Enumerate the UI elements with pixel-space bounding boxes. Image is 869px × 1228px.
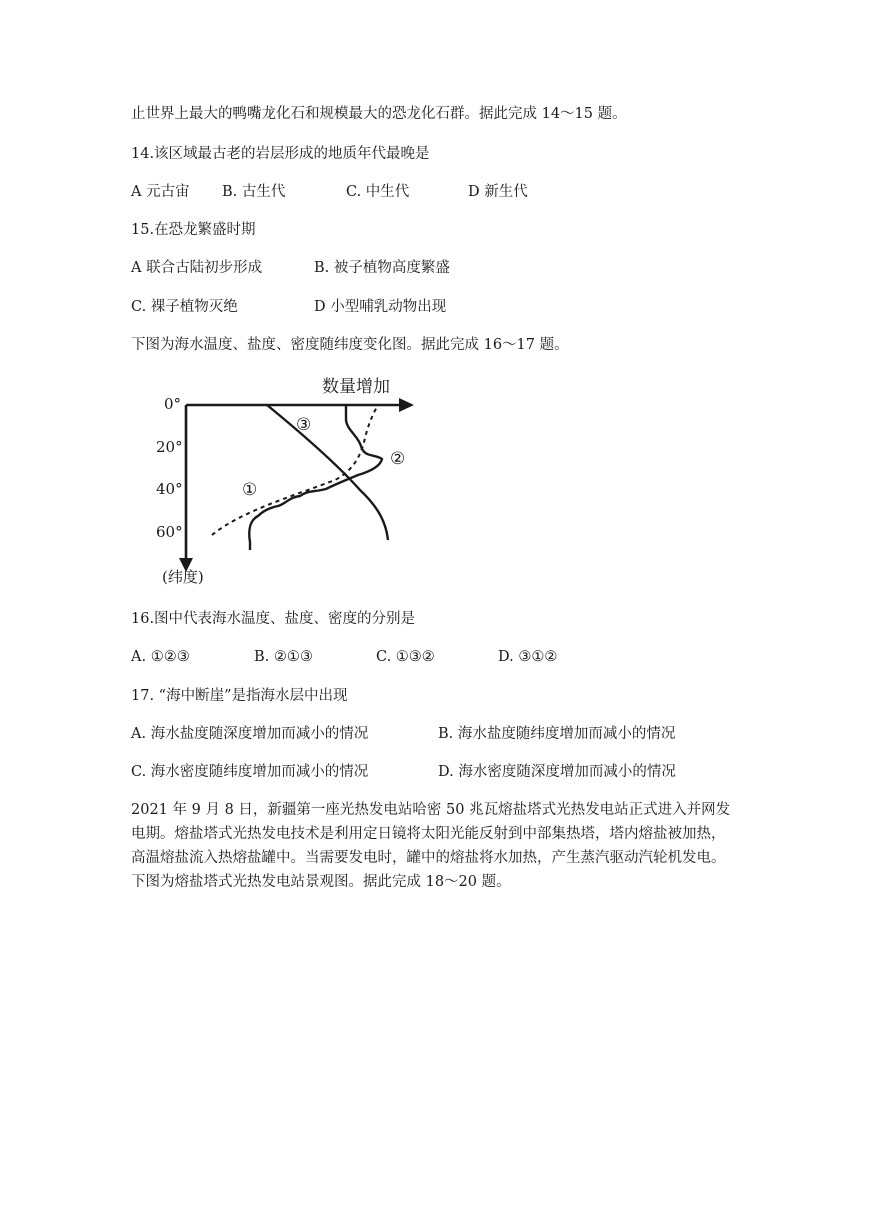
passage-line-3: 高温熔盐流入热熔盐罐中。当需要发电时，罐中的熔盐将水加热，产生蒸汽驱动汽轮机发电。	[131, 850, 726, 866]
q17-option-b: B. 海水盐度随纬度增加而减小的情况	[438, 726, 676, 742]
question-14-stem: 14.该区域最古老的岩层形成的地质年代最晚是	[131, 146, 430, 162]
q15-option-a: A 联合古陆初步形成	[131, 260, 263, 276]
y-tick-0: 0°	[164, 395, 182, 413]
intro-text: 止世界上最大的鸭嘴龙化石和规模最大的恐龙化石群。据此完成 14～15 题。	[131, 106, 627, 122]
q17-option-a: A. 海水盐度随深度增加而减小的情况	[131, 726, 369, 742]
curve-2	[249, 405, 382, 550]
q16-option-c: C. ①③②	[376, 649, 435, 665]
curve-label-1: ①	[242, 480, 258, 500]
q14-option-b: B. 古生代	[222, 184, 286, 200]
q14-option-a: A 元古宙	[131, 184, 190, 200]
q16-option-b: B. ②①③	[254, 649, 313, 665]
question-17-stem: 17. “海中断崖”是指海水层中出现	[131, 688, 348, 704]
q14-option-c: C. 中生代	[346, 184, 410, 200]
y-tick-40: 40°	[156, 480, 183, 498]
passage-line-1: 2021 年 9 月 8 日，新疆第一座光热发电站哈密 50 兆瓦熔盐塔式光热发电站正式进入并网发	[131, 802, 731, 818]
figure-intro: 下图为海水温度、盐度、密度随纬度变化图。据此完成 16～17 题。	[131, 337, 569, 353]
question-15-stem: 15.在恐龙繁盛时期	[131, 222, 256, 238]
passage	[131, 798, 751, 894]
question-16-stem: 16.图中代表海水温度、盐度、密度的分别是	[131, 611, 416, 627]
q16-option-a: A. ①②③	[131, 649, 190, 665]
curve-3	[267, 405, 388, 540]
y-tick-20: 20°	[156, 438, 183, 456]
passage-line-4: 下图为熔盐塔式光热发电站景观图。据此完成 18～20 题。	[131, 874, 511, 890]
x-axis-arrow	[399, 398, 414, 412]
curve-label-3: ③	[296, 415, 312, 435]
x-axis-label: 数量增加	[322, 377, 390, 397]
q17-option-c: C. 海水密度随纬度增加而减小的情况	[131, 764, 369, 780]
latitude-figure	[150, 372, 420, 590]
q15-option-d: D 小型哺乳动物出现	[314, 299, 447, 315]
q15-option-b: B. 被子植物高度繁盛	[314, 260, 450, 276]
q17-option-d: D. 海水密度随深度增加而减小的情况	[438, 764, 676, 780]
curve-1	[212, 405, 378, 535]
passage-line-2: 电期。熔盐塔式光热发电技术是利用定日镜将太阳光能反射到中部集热塔，塔内熔盐被加热，	[131, 826, 726, 842]
y-axis-label: (纬度)	[162, 568, 204, 586]
curve-label-2: ②	[390, 449, 406, 469]
q15-option-c: C. 裸子植物灭绝	[131, 299, 238, 315]
q16-option-d: D. ③①②	[498, 649, 558, 665]
q14-option-d: D 新生代	[468, 184, 528, 200]
y-tick-60: 60°	[156, 523, 183, 541]
